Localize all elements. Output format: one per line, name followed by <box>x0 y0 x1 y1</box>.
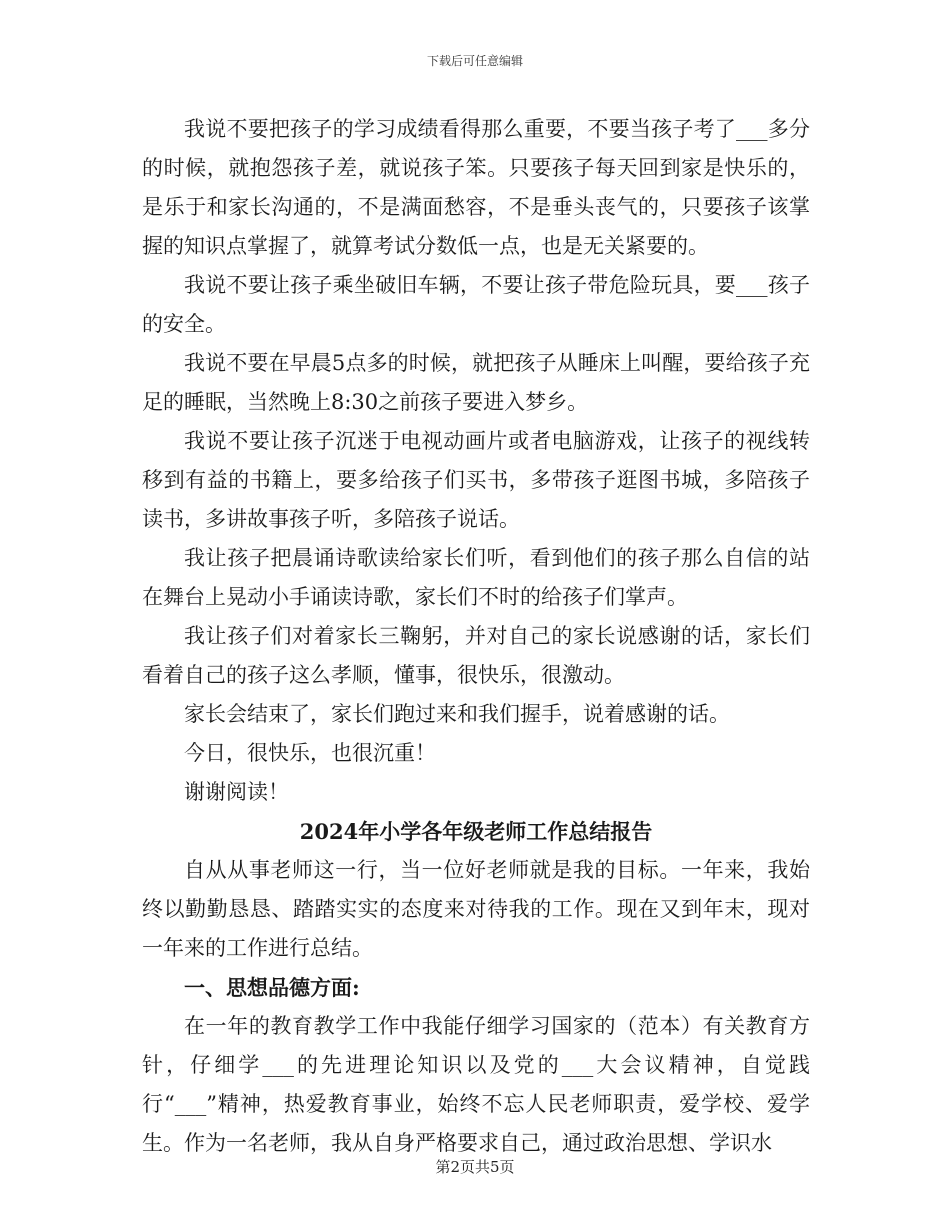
section-heading: 一、思想品德方面: <box>184 975 360 1000</box>
paragraph: 今日，很快乐，也很沉重！ <box>184 741 436 765</box>
paragraph: 我说不要让孩子沉迷于电视动画片或者电脑游戏，让孩子的视线转移到有益的书籍上，要多给孩子们买书，多带孩子逛图书城，多陪孩子读书，多讲故事孩子听，多陪孩子说话。 <box>142 429 810 531</box>
paragraph: 家长会结束了，家长们跑过来和我们握手，说着感谢的话。 <box>184 702 730 726</box>
paragraph: 我说不要把孩子的学习成绩看得那么重要，不要当孩子考了___多分的时候，就抱怨孩子差，就说孩子笨。只要孩子每天回到家是快乐的，是乐于和家长沟通的，不是满面愁容，不是垂头丧气的，只要孩子该掌握的知识点掌握了，就算考试分数低一点，也是无关紧要的。 <box>142 117 810 258</box>
intro-paragraph: 自从从事老师这一行，当一位好老师就是我的目标。一年来，我始终以勤勤恳恳、踏踏实实的态度来对待我的工作。现在又到年末，现对一年来的工作进行总结。 <box>142 858 810 960</box>
paragraph: 我让孩子们对着家长三鞠躬，并对自己的家长说感谢的话，家长们看着自己的孩子这么孝顺，懂事，很快乐，很激动。 <box>142 624 810 687</box>
paragraph: 我说不要让孩子乘坐破旧车辆，不要让孩子带危险玩具，要___孩子的安全。 <box>142 273 810 336</box>
page-header: 下载后可任意编辑 <box>426 54 523 68</box>
paragraph: 我让孩子把晨诵诗歌读给家长们听，看到他们的孩子那么自信的站在舞台上晃动小手诵读诗歌，家长们不时的给孩子们掌声。 <box>142 546 810 609</box>
document-body <box>142 110 810 1163</box>
paragraph: 我说不要在早晨5点多的时候，就把孩子从睡床上叫醒，要给孩子充足的睡眠，当然晚上8:30之前孩子要进入梦乡。 <box>142 351 810 414</box>
page-footer: 第2页共5页 <box>435 1158 515 1176</box>
paragraph: 谢谢阅读！ <box>184 780 289 804</box>
document-title: 2024年小学各年级老师工作总结报告 <box>299 819 653 844</box>
section-paragraph: 在一年的教育教学工作中我能仔细学习国家的（范本）有关教育方针，仔细学___的先进理论知识以及党的___大会议精神，自觉践行“___”精神，热爱教育事业，始终不忘人民老师职责，爱学校、爱学生。作为一名老师，我从自身严格要求自己，通过政治思想、学识水 <box>142 1014 810 1155</box>
